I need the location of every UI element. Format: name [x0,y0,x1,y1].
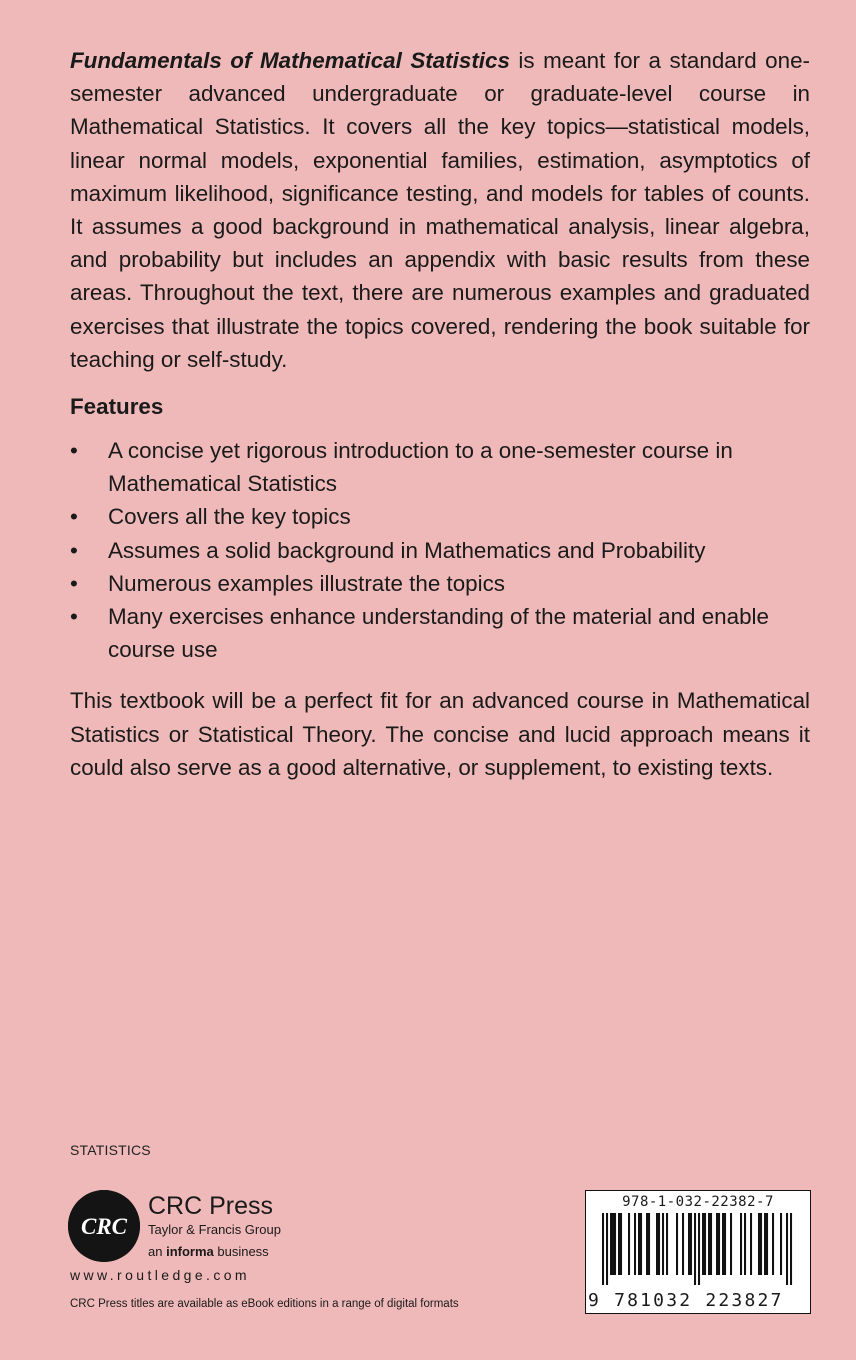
list-item: • Covers all the key topics [70,500,810,533]
ean-digits: 9 781032 223827 [588,1290,784,1311]
barcode-bar [666,1213,668,1275]
list-item: • Numerous examples illustrate the topics [70,567,810,600]
barcode-bar [772,1213,774,1275]
barcode-bar [744,1213,746,1275]
publisher-tagline: an informa business [148,1244,269,1259]
barcode-bar [606,1213,608,1285]
barcode-bar [618,1213,620,1275]
barcode-bar [658,1213,660,1275]
bullet-icon: • [70,570,78,596]
barcode-bar [780,1213,782,1275]
crc-logo-icon [68,1190,140,1262]
intro-paragraph [70,44,810,376]
barcode-bar [708,1213,710,1275]
ebook-note: CRC Press titles are available as eBook editions in a range of digital formats [70,1298,459,1310]
barcode-bar [764,1213,766,1275]
barcode-bar [688,1213,690,1275]
barcode-bar [646,1213,648,1275]
bullet-icon: • [70,504,78,530]
list-item: • Assumes a solid background in Mathematics and Probability [70,534,810,567]
logo-text: CRC [80,1214,128,1239]
barcode-bar [760,1213,762,1275]
barcode-bar [612,1213,614,1275]
barcode-bar [718,1213,720,1275]
features-heading: Features [70,394,164,420]
closing-paragraph: This textbook will be a perfect fit for an advanced course in Mathematical Statistics or Statistical Theory. The concise and lucid approach means it could also serve as a good alternative, or supplement, to existing texts. [70,688,810,780]
barcode-bar [702,1213,704,1275]
back-cover-text [70,44,810,784]
barcode-bar [758,1213,760,1275]
barcode-bar [710,1213,712,1275]
barcode-bar [676,1213,678,1275]
barcode-bar [740,1213,742,1275]
publisher-website: www.routledge.com [70,1267,250,1283]
barcode-bar [620,1213,622,1275]
barcode-bar [698,1213,700,1285]
bullet-icon: • [70,537,78,563]
barcode-bar [682,1213,684,1275]
publisher-name: CRC Press [148,1192,274,1220]
barcode-bar [640,1213,642,1275]
barcode-bar [724,1213,726,1275]
intro-text: is meant for a standard one-semester advanced undergraduate or graduate-level course in Mathematical Statistics. It covers all the key topics—statistical models, linear normal models, exponential families, estimation, asymptotics of maximum likelihood, significance testing, and models for tables of counts. It assumes a good background in mathematical analysis, linear algebra, and probability but includes an appendix with basic results from these areas. Throughout the text, there are numerous examples and graduated exercises that illustrate the topics covered, rendering the book suitable for teaching or self-study. [70,48,810,372]
barcode-bar [750,1213,752,1275]
bullet-icon: • [70,604,78,630]
isbn-barcode [585,1190,811,1314]
barcode-bar [694,1213,696,1285]
book-title: Fundamentals of Mathematical Statistics [70,48,510,73]
barcode-bar [662,1213,664,1275]
barcode-bar [602,1213,604,1285]
barcode-bar [786,1213,788,1285]
barcode-bar [704,1213,706,1275]
barcode-bar [628,1213,630,1275]
barcode-bars [602,1213,802,1289]
barcode-bar [790,1213,792,1285]
publisher-logo-block [68,1190,368,1270]
bullet-icon: • [70,438,78,464]
barcode-bar [614,1213,616,1275]
barcode-bar [634,1213,636,1275]
barcode-bar [690,1213,692,1275]
category-label: STATISTICS [70,1142,151,1158]
barcode-bar [656,1213,658,1275]
barcode-bar [716,1213,718,1275]
barcode-bar [722,1213,724,1275]
barcode-bar [610,1213,612,1275]
features-list [70,434,810,666]
publisher-group: Taylor & Francis Group [148,1222,281,1237]
barcode-bar [638,1213,640,1275]
barcode-bar [648,1213,650,1275]
isbn-number: 978-1-032-22382-7 [622,1194,774,1210]
list-item: • Many exercises enhance understanding of the material and enable course use [70,600,810,666]
barcode-bar [730,1213,732,1275]
list-item: • A concise yet rigorous introduction to a one-semester course in Mathematical Statistics [70,434,810,500]
barcode-bar [766,1213,768,1275]
